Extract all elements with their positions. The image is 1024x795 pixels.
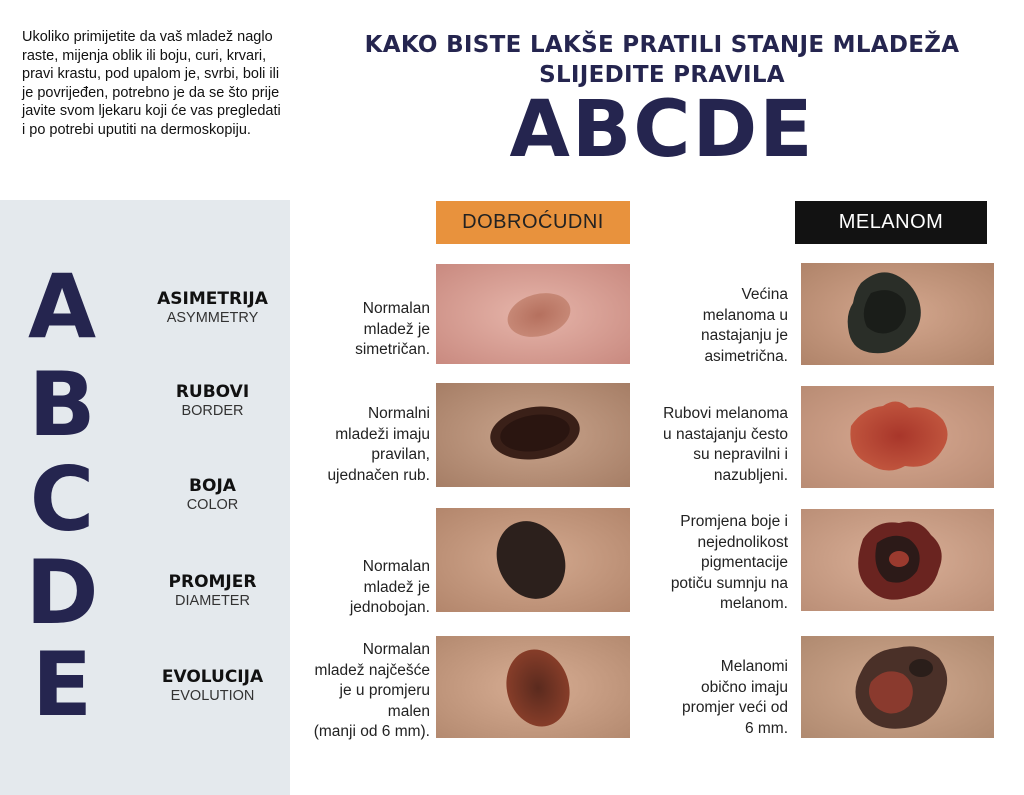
criterion-en-label: BORDER [181, 403, 244, 419]
headline-abcde: ABCDE [509, 85, 815, 175]
criterion-en-label: ASYMMETRY [166, 310, 259, 326]
melanoma-desc-border: Rubovi melanoma u nastajanju često su nepravilni i nazubljeni. [663, 405, 788, 484]
melanoma-photo-color [801, 509, 994, 611]
criterion-hr-label: EVOLUCIJA [161, 667, 264, 687]
melanoma-photo-border [801, 386, 994, 488]
headline [300, 30, 1024, 175]
criterion-hr-label: PROMJER [168, 572, 257, 592]
criterion-hr-label: RUBOVI [175, 382, 250, 402]
criterion-hr-label: BOJA [189, 476, 236, 496]
melanoma-desc-asymmetry: Većina melanoma u nastajanju je asimetrična. [700, 286, 788, 365]
melanoma-photo-asymmetry [801, 263, 994, 365]
letter-d: D [25, 541, 99, 644]
benign-column-header: DOBROĆUDNI [436, 201, 630, 244]
benign-mole-photo-color [436, 508, 630, 612]
letter-c: C [29, 448, 95, 551]
benign-desc-border: Normalni mladeži imaju pravilan, ujednačen rub. [327, 405, 430, 484]
melanoma-photo-diameter [801, 636, 994, 738]
criterion-diameter [140, 572, 285, 610]
headline-line-2: SLIJEDITE PRAVILA [539, 62, 785, 88]
benign-desc-diameter: Normalan mladež najčešće je u promjeru malen (manji od 6 mm). [313, 641, 430, 740]
criterion-evolution [140, 667, 285, 705]
criterion-en-label: DIAMETER [175, 593, 250, 609]
letter-b: B [28, 353, 96, 456]
intro-paragraph: Ukoliko primijetite da vaš mladež naglo raste, mijenja oblik ili boju, curi, krvari, pravi krastu, pod upalom je, svrbi, boli ili je povrijeđen, potrebno je da se što prije javite svom ljekaru koji će vas pregledati i po potrebi uputiti na dermoskopiju. [22, 29, 281, 138]
criterion-border [140, 382, 285, 420]
letter-a: A [27, 255, 97, 358]
criterion-asymmetry [140, 289, 285, 327]
headline-line-1: KAKO BISTE LAKŠE PRATILI STANJE MLADEŽA [364, 32, 960, 58]
melanoma-desc-color: Promjena boje i nejednolikost pigmentacije potiču sumnju na melanom. [670, 513, 788, 612]
benign-mole-photo-asymmetry [436, 264, 630, 364]
benign-mole-photo-diameter [436, 636, 630, 738]
melanoma-column-header: MELANOM [795, 201, 987, 244]
benign-desc-color: Normalan mladež je jednobojan. [349, 558, 430, 616]
letter-e: E [31, 633, 93, 736]
criterion-en-label: EVOLUTION [170, 688, 255, 704]
benign-desc-asymmetry: Normalan mladež je simetričan. [355, 300, 430, 358]
benign-mole-photo-border [436, 383, 630, 487]
criterion-en-label: COLOR [186, 497, 239, 513]
criterion-color [140, 476, 285, 514]
criterion-hr-label: ASIMETRIJA [157, 289, 268, 309]
melanoma-desc-diameter: Melanomi obično imaju promjer veći od 6 mm. [682, 658, 788, 737]
